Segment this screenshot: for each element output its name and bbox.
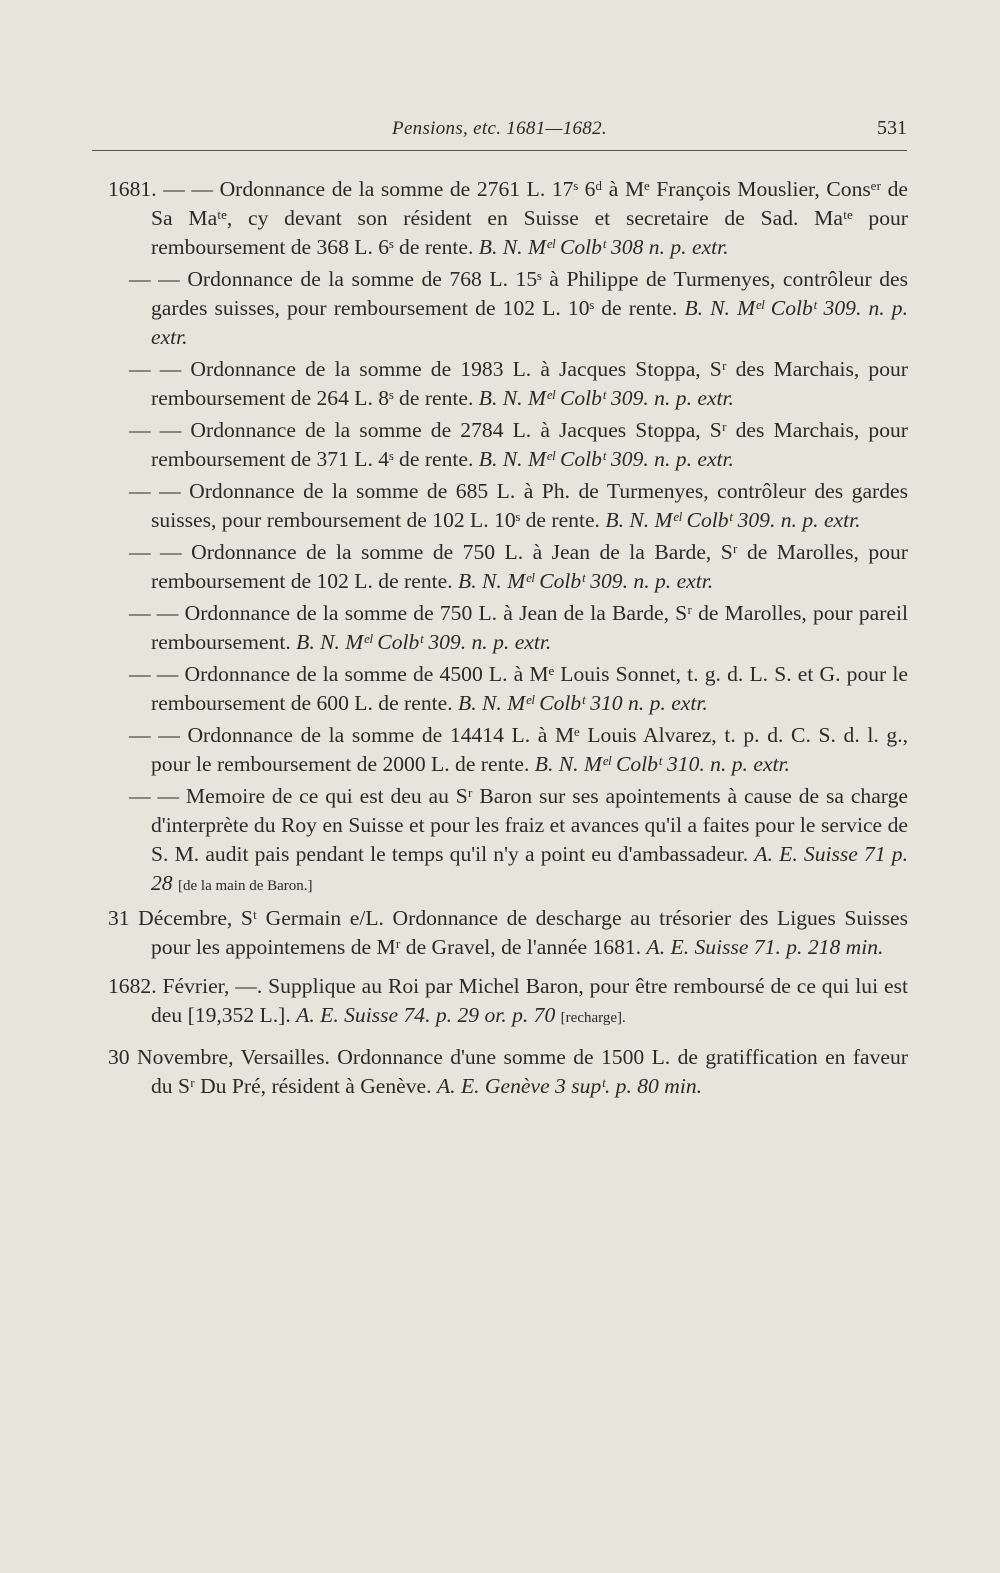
archive-reference: A. E. Genève 3 supᵗ. p. 80 min. (436, 1074, 703, 1098)
archive-reference: B. N. Mᵉˡ Colbᵗ 309. n. p. extr. (151, 296, 908, 349)
entry-text: — — Ordonnance de la somme de 2784 L. à Jacques Stoppa, Sʳ des Marchais, pour remboursement de 371 L. 4ˢ de rente. (129, 418, 908, 471)
archive-reference: B. N. Mᵉˡ Colbᵗ 309. n. p. extr. (478, 386, 734, 410)
archive-reference: B. N. Mᵉˡ Colbᵗ 308 n. p. extr. (478, 235, 729, 259)
entry-text: 1681. — — Ordonnance de la somme de 2761 L. 17ˢ 6ᵈ à Mᵉ François Mouslier, Consᵉʳ de Sa Maᵗᵉ, cy devant son résident en Suisse et secretaire de Sad. Maᵗᵉ pour remboursement de 368 L. 6ˢ de rente. (108, 177, 908, 259)
entry-stoppa-2784 (108, 416, 908, 474)
editorial-note: [recharge]. (560, 1010, 626, 1026)
entry-barde-750-b (108, 599, 908, 657)
archive-reference: B. N. Mᵉˡ Colbᵗ 310 n. p. extr. (458, 691, 708, 715)
entry-stoppa-1983 (108, 355, 908, 413)
editorial-note: [de la main de Baron.] (178, 878, 313, 894)
entry-text: 1682. Février, —. Supplique au Roi par Michel Baron, pour être remboursé de ce qui lui est deu [19,352 L.]. (108, 974, 908, 1027)
entry-text: 31 Décembre, Sᵗ Germain e/L. Ordonnance de descharge au trésorier des Ligues Suisses pour les appointemens de Mʳ de Gravel, de l'année 1681. (108, 906, 908, 959)
archive-reference: A. E. Suisse 71 p. 28 (151, 842, 909, 895)
entry-sonnet-4500 (108, 660, 908, 718)
entry-1681-mouslier (108, 175, 908, 262)
entry-memoire-baron (108, 782, 908, 901)
archive-reference: B. N. Mᵉˡ Colbᵗ 309. n. p. extr. (478, 447, 734, 471)
page-number: 531 (877, 117, 907, 139)
entry-text: — — Ordonnance de la somme de 1983 L. à Jacques Stoppa, Sʳ des Marchais, pour remboursement de 264 L. 8ˢ de rente. (129, 357, 908, 410)
document-body (108, 175, 908, 1104)
entry-text: — — Memoire de ce qui est deu au Sʳ Baron sur ses apointements à cause de sa charge d'interprète du Roy en Suisse et pour les fraiz et avances qu'il a faites pour le service de S. M. audit pais pendant le temps qu'il n'y a point eu d'ambassadeur. (129, 784, 908, 866)
entry-text: — — Ordonnance de la somme de 4500 L. à Mᵉ Louis Sonnet, t. g. d. L. S. et G. pour le remboursement de 600 L. de rente. (129, 662, 908, 715)
archive-reference: A. E. Suisse 74. p. 29 or. p. 70 (296, 1003, 556, 1027)
archive-reference: A. E. Suisse 71. p. 218 min. (646, 935, 884, 959)
entry-text: 30 Novembre, Versailles. Ordonnance d'une somme de 1500 L. de gratiffication en faveur du Sʳ Du Pré, résident à Genève. (108, 1045, 908, 1098)
entry-text: — — Ordonnance de la somme de 750 L. à Jean de la Barde, Sʳ de Marolles, pour remboursement de 102 L. de rente. (129, 540, 908, 593)
entry-gravel-descharge (108, 904, 908, 962)
entry-turmenyes-685 (108, 477, 908, 535)
entry-text: — — Ordonnance de la somme de 685 L. à Ph. de Turmenyes, contrôleur des gardes suisses, pour remboursement de 102 L. 10ˢ de rente. (129, 479, 908, 532)
archive-reference: B. N. Mᵉˡ Colbᵗ 310. n. p. extr. (534, 752, 790, 776)
entry-text: — — Ordonnance de la somme de 768 L. 15ˢ à Philippe de Turmenyes, contrôleur des gardes suisses, pour remboursement de 102 L. 10ˢ de rente. (129, 267, 908, 320)
archive-reference: B. N. Mᵉˡ Colbᵗ 309. n. p. extr. (458, 569, 714, 593)
header-title: Pensions, etc. 1681—1682. (392, 118, 607, 139)
entry-du-pre-gratiffication (108, 1043, 908, 1101)
entry-text: — — Ordonnance de la somme de 14414 L. à Mᵉ Louis Alvarez, t. p. d. C. S. d. l. g., pour le remboursement de 2000 L. de rente. (129, 723, 908, 776)
entry-text: — — Ordonnance de la somme de 750 L. à Jean de la Barde, Sʳ de Marolles, pour pareil remboursement. (129, 601, 908, 654)
running-header (92, 112, 907, 151)
entry-barde-750-a (108, 538, 908, 596)
entry-alvarez-14414 (108, 721, 908, 779)
archive-reference: B. N. Mᵉˡ Colbᵗ 309. n. p. extr. (296, 630, 552, 654)
archive-reference: B. N. Mᵉˡ Colbᵗ 309. n. p. extr. (605, 508, 861, 532)
entry-turmenyes-768 (108, 265, 908, 352)
entry-1682-supplique-baron (108, 972, 908, 1033)
